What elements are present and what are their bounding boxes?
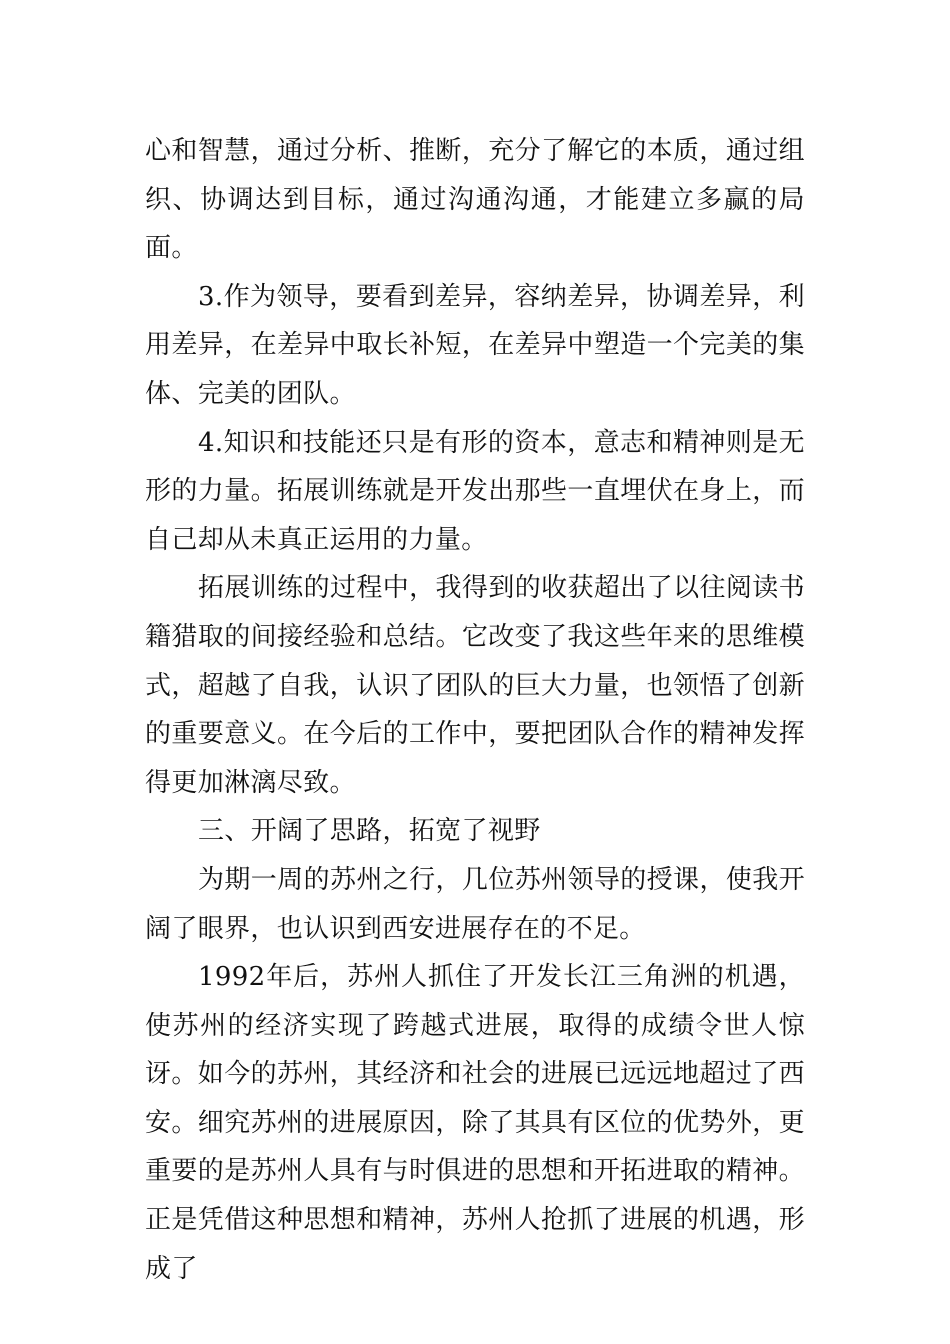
document-body: [145, 127, 805, 1293]
paragraph-continuation: 心和智慧，通过分析、推断，充分了解它的本质，通过组织、协调达到目标，通过沟通沟通，才能建立多赢的局面。: [145, 136, 805, 264]
paragraph-suzhou-trip: 为期一周的苏州之行，几位苏州领导的授课，使我开阔了眼界，也认识到西安进展存在的不足。: [145, 864, 805, 944]
paragraph-suzhou-development: 1992年后，苏州人抓住了开发长江三角洲的机遇，使苏州的经济实现了跨越式进展，取得的成绩令世人惊讶。如今的苏州，其经济和社会的进展已远远地超过了西安。细究苏州的进展原因，除了其具有区位的优势外，更重要的是苏州人具有与时俱进的思想和开拓进取的精神。正是凭借这种思想和精神，苏州人抢抓了进展的机遇，形成了: [145, 962, 805, 1284]
paragraph-point-3: 3.作为领导，要看到差异，容纳差异，协调差异，利用差异，在差异中取长补短，在差异中塑造一个完美的集体、完美的团队。: [145, 281, 805, 409]
section-heading-three: 三、开阔了思路，拓宽了视野: [198, 816, 541, 847]
paragraph-point-4: 4.知识和技能还只是有形的资本，意志和精神则是无形的力量。拓展训练就是开发出那些一直埋伏在身上，而自己却从未真正运用的力量。: [145, 427, 805, 555]
paragraph-training-summary: 拓展训练的过程中，我得到的收获超出了以往阅读书籍猎取的间接经验和总结。它改变了我这些年来的思维模式，超越了自我，认识了团队的巨大力量，也领悟了创新的重要意义。在今后的工作中，要把团队合作的精神发挥得更加淋漓尽致。: [145, 573, 805, 798]
